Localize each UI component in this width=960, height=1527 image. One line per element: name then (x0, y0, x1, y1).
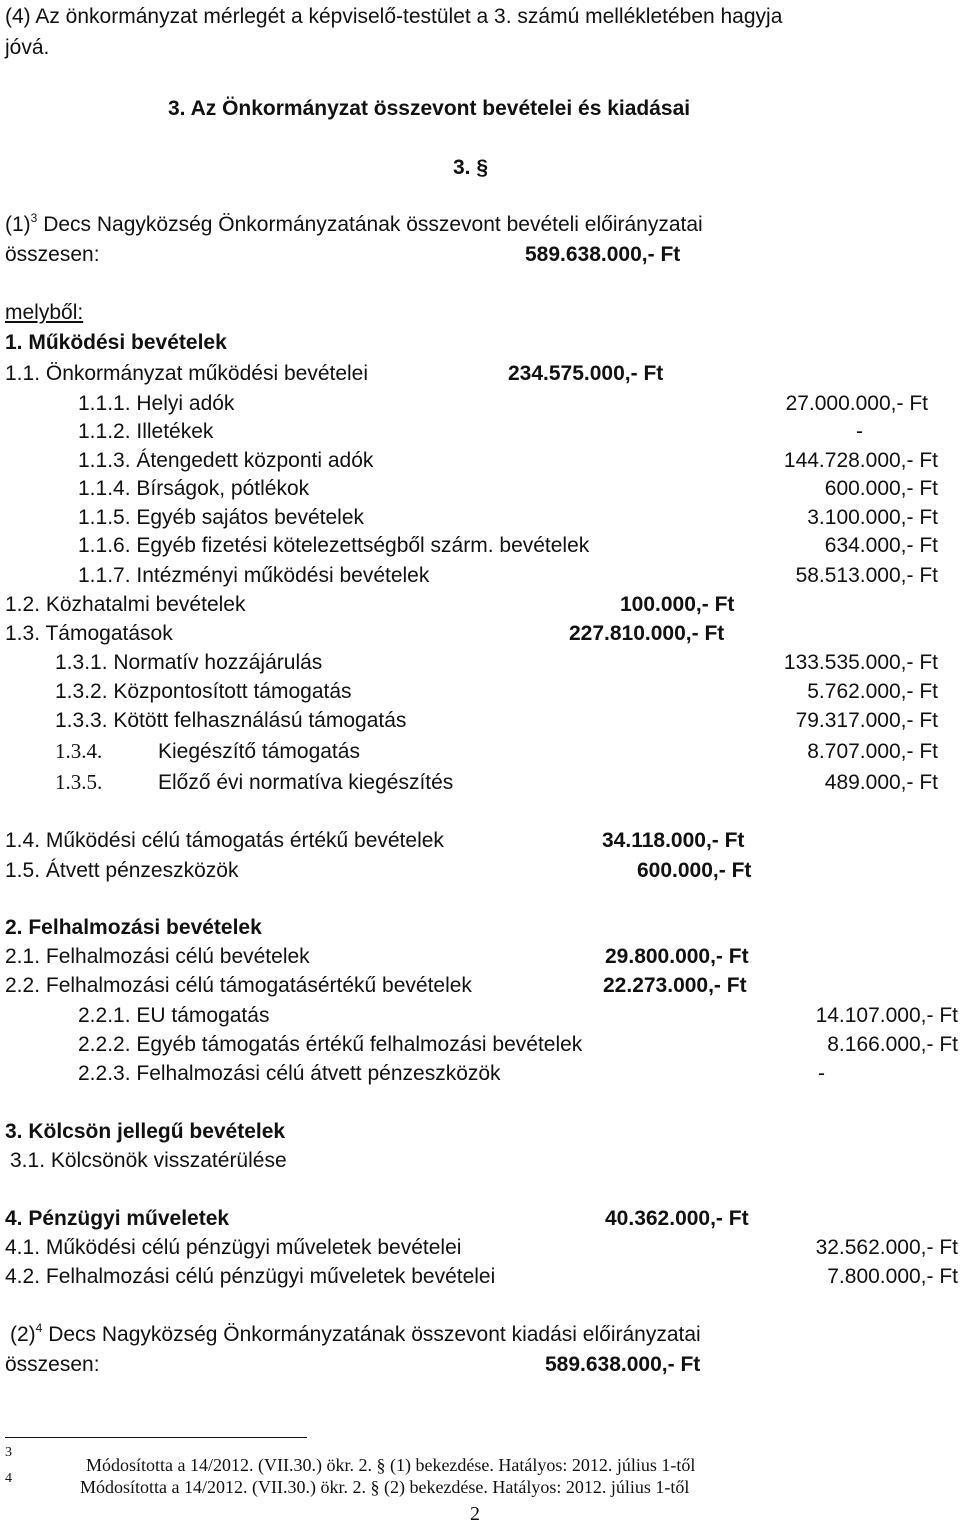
row-value: 100.000,- Ft (620, 593, 735, 616)
row-label: 3.1. Kölcsönök visszatérülése (10, 1149, 287, 1172)
row-label: 1.1.2. Illetékek (78, 420, 214, 443)
row-value: 32.562.000,- Ft (815, 1236, 958, 1259)
paragraph-2-number: (2) (10, 1323, 36, 1346)
row-value: 14.107.000,- Ft (815, 1004, 958, 1027)
paragraph-2 (10, 1321, 701, 1346)
row-label: 1.3.1. Normatív hozzájárulás (55, 651, 323, 674)
row-label: 2.2.2. Egyéb támogatás értékű felhalmozási bevételek (78, 1033, 583, 1056)
row-label: 4. Pénzügyi műveletek (5, 1207, 230, 1230)
row-label: 1.5. Átvett pénzeszközök (5, 859, 239, 882)
row-value: 634.000,- Ft (824, 534, 938, 557)
row-label: 4.1. Működési célú pénzügyi műveletek bevételei (5, 1236, 462, 1259)
paragraph-1-total-label: összesen: (5, 243, 100, 266)
section-mark: 3. § (453, 156, 489, 179)
row-value: 489.000,- Ft (824, 771, 938, 794)
footnote-separator (5, 1437, 307, 1438)
row-label: 3. Kölcsön jellegű bevételek (5, 1120, 286, 1143)
footnote-number: 3 (5, 1445, 12, 1460)
footnote-ref-4[interactable]: 4 (35, 1321, 43, 1335)
row-label: 1.1. Önkormányzat működési bevételei (5, 362, 369, 385)
row-label: 1. Működési bevételek (5, 331, 227, 354)
row-value: 27.000.000,- Ft (785, 392, 928, 415)
row-value: 5.762.000,- Ft (807, 680, 938, 703)
row-label: 2. Felhalmozási bevételek (5, 916, 262, 939)
row-label: 1.4. Működési célú támogatás értékű bevételek (5, 829, 444, 852)
footnote-text: Módosította a 14/2012. (VII.30.) ökr. 2. § (2) bekezdése. Hatályos: 2012. július 1-től (80, 1477, 690, 1497)
intro-line-2: jóvá. (5, 36, 50, 59)
row-value: 8.166.000,- Ft (827, 1033, 958, 1056)
row-label: 1.2. Közhatalmi bevételek (5, 593, 246, 616)
row-label: 1.1.4. Bírságok, pótlékok (78, 477, 310, 500)
row-value: 600.000,- Ft (824, 477, 938, 500)
row-number: 1.3.4. (55, 739, 103, 763)
row-value: - (818, 1062, 825, 1085)
row-value: 144.728.000,- Ft (783, 449, 938, 472)
row-label: 1.3.2. Központosított támogatás (55, 680, 352, 703)
footnote-ref-3[interactable]: 3 (30, 211, 38, 225)
row-value: 34.118.000,- Ft (602, 829, 745, 852)
row-label: 4.2. Felhalmozási célú pénzügyi műveletek bevételei (5, 1265, 496, 1288)
row-value: 8.707.000,- Ft (807, 740, 938, 763)
footnote-number: 4 (5, 1471, 12, 1486)
paragraph-1-total-amount: 589.638.000,- Ft (525, 243, 681, 266)
row-label: 2.2.3. Felhalmozási célú átvett pénzeszközök (78, 1062, 501, 1085)
row-value: 40.362.000,- Ft (605, 1207, 749, 1230)
row-label: 1.1.1. Helyi adók (78, 392, 235, 415)
paragraph-2-total-label: összesen: (5, 1353, 100, 1376)
row-label: 1.1.7. Intézményi működési bevételek (78, 564, 430, 587)
paragraph-1-number: (1) (5, 213, 31, 236)
paragraph-1 (5, 211, 703, 236)
row-value: 79.317.000,- Ft (795, 709, 938, 732)
row-value: 600.000,- Ft (637, 859, 752, 882)
row-value: 22.273.000,- Ft (603, 974, 747, 997)
paragraph-2-total-amount: 589.638.000,- Ft (545, 1353, 701, 1376)
row-number: 1.3.5. (55, 770, 103, 794)
melybol-label: melyből: (5, 301, 84, 324)
paragraph-2-text: Decs Nagyközség Önkormányzatának összevont kiadási előirányzatai (48, 1323, 701, 1346)
page-number: 2 (470, 1503, 480, 1525)
row-label: 1.1.6. Egyéb fizetési kötelezettségből szárm. bevételek (78, 534, 590, 557)
row-value: 29.800.000,- Ft (605, 945, 749, 968)
row-value: 227.810.000,- Ft (569, 622, 725, 645)
row-value: 58.513.000,- Ft (795, 564, 938, 587)
row-value: 3.100.000,- Ft (807, 506, 938, 529)
section-heading: 3. Az Önkormányzat összevont bevételei és kiadásai (168, 97, 691, 120)
row-label: 2.1. Felhalmozási célú bevételek (5, 945, 310, 968)
row-label: 1.1.3. Átengedett központi adók (78, 449, 374, 472)
row-value: 133.535.000,- Ft (783, 651, 938, 674)
row-label: 1.3.3. Kötött felhasználású támogatás (55, 709, 407, 732)
row-label: 1.3. Támogatások (5, 622, 173, 645)
intro-line-1: (4) Az önkormányzat mérlegét a képviselő-testület a 3. számú mellékletében hagyja (5, 5, 783, 28)
row-value: 7.800.000,- Ft (827, 1265, 958, 1288)
row-value: - (856, 420, 863, 443)
row-label: Előző évi normatíva kiegészítés (158, 771, 454, 794)
footnote-text: Módosította a 14/2012. (VII.30.) ökr. 2. § (1) bekezdése. Hatályos: 2012. július 1-től (86, 1455, 696, 1475)
row-label: 1.1.5. Egyéb sajátos bevételek (78, 506, 365, 529)
paragraph-1-text: Decs Nagyközség Önkormányzatának összevont bevételi előirányzatai (43, 213, 703, 236)
row-value: 234.575.000,- Ft (508, 362, 664, 385)
row-label: 2.2.1. EU támogatás (78, 1004, 270, 1027)
row-label: Kiegészítő támogatás (158, 740, 360, 763)
row-label: 2.2. Felhalmozási célú támogatásértékű bevételek (5, 974, 472, 997)
